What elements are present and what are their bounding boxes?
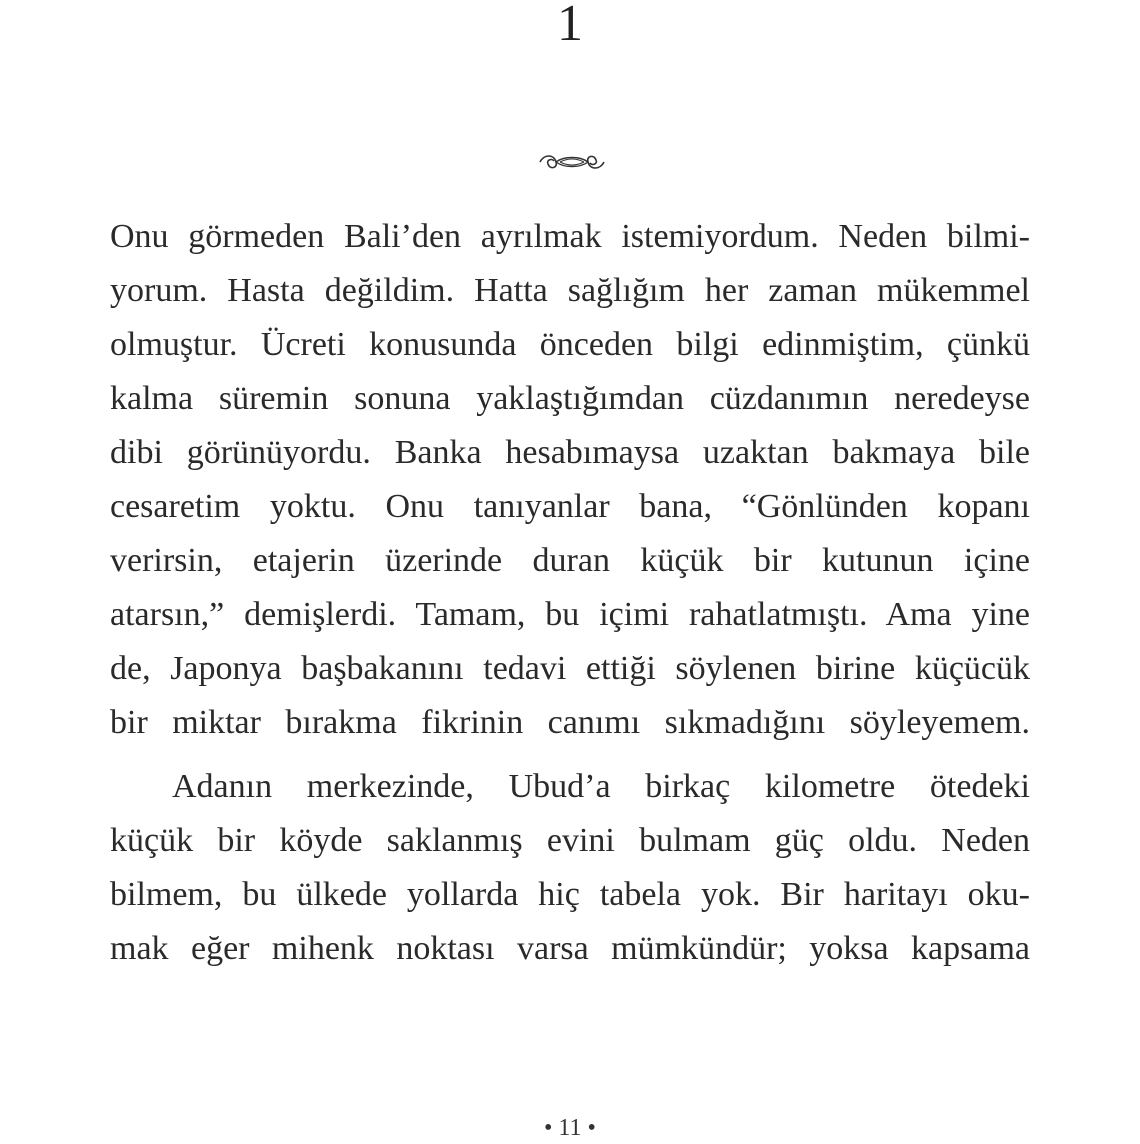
text-line: verirsin, etajerin üzerinde duran küçük bir kutunun içine (110, 542, 1030, 579)
paragraph-2 (110, 760, 1030, 976)
text-line: bir miktar bırakma fikrinin canımı sıkmadığını söyleyemem. (110, 704, 1030, 741)
body-text (110, 210, 1030, 976)
page-number: • 11 • (544, 1115, 596, 1141)
text-line: de, Japonya başbakanını tedavi ettiği söylenen birine küçücük (110, 650, 1030, 687)
text-line: yorum. Hasta değildim. Hatta sağlığım her zaman mükemmel (110, 272, 1030, 309)
text-line: cesaretim yoktu. Onu tanıyanlar bana, “Gönlünden kopanı (110, 488, 1030, 525)
text-line: Onu görmeden Bali’den ayrılmak istemiyordum. Neden bilmi- (110, 218, 1030, 255)
text-line: küçük bir köyde saklanmış evini bulmam güç oldu. Neden (110, 822, 1030, 859)
text-line: bilmem, bu ülkede yollarda hiç tabela yok. Bir haritayı oku- (110, 876, 1030, 913)
text-line: kalma süremin sonuna yaklaştığımdan cüzdanımın neredeyse (110, 380, 1030, 417)
text-line: Adanın merkezinde, Ubud’a birkaç kilometre ötedeki (172, 768, 1030, 805)
text-line: mak eğer mihenk noktası varsa mümkündür; yoksa kapsama (110, 930, 1030, 967)
text-line: dibi görünüyordu. Banka hesabımaysa uzaktan bakmaya bile (110, 434, 1030, 471)
flourish-ornament-icon (536, 148, 608, 176)
paragraph-1 (110, 210, 1030, 750)
text-line: olmuştur. Ücreti konusunda önceden bilgi edinmiştim, çünkü (110, 326, 1030, 363)
chapter-number: 1 (557, 0, 583, 52)
text-line: atarsın,” demişlerdi. Tamam, bu içimi rahatlatmıştı. Ama yine (110, 596, 1030, 633)
